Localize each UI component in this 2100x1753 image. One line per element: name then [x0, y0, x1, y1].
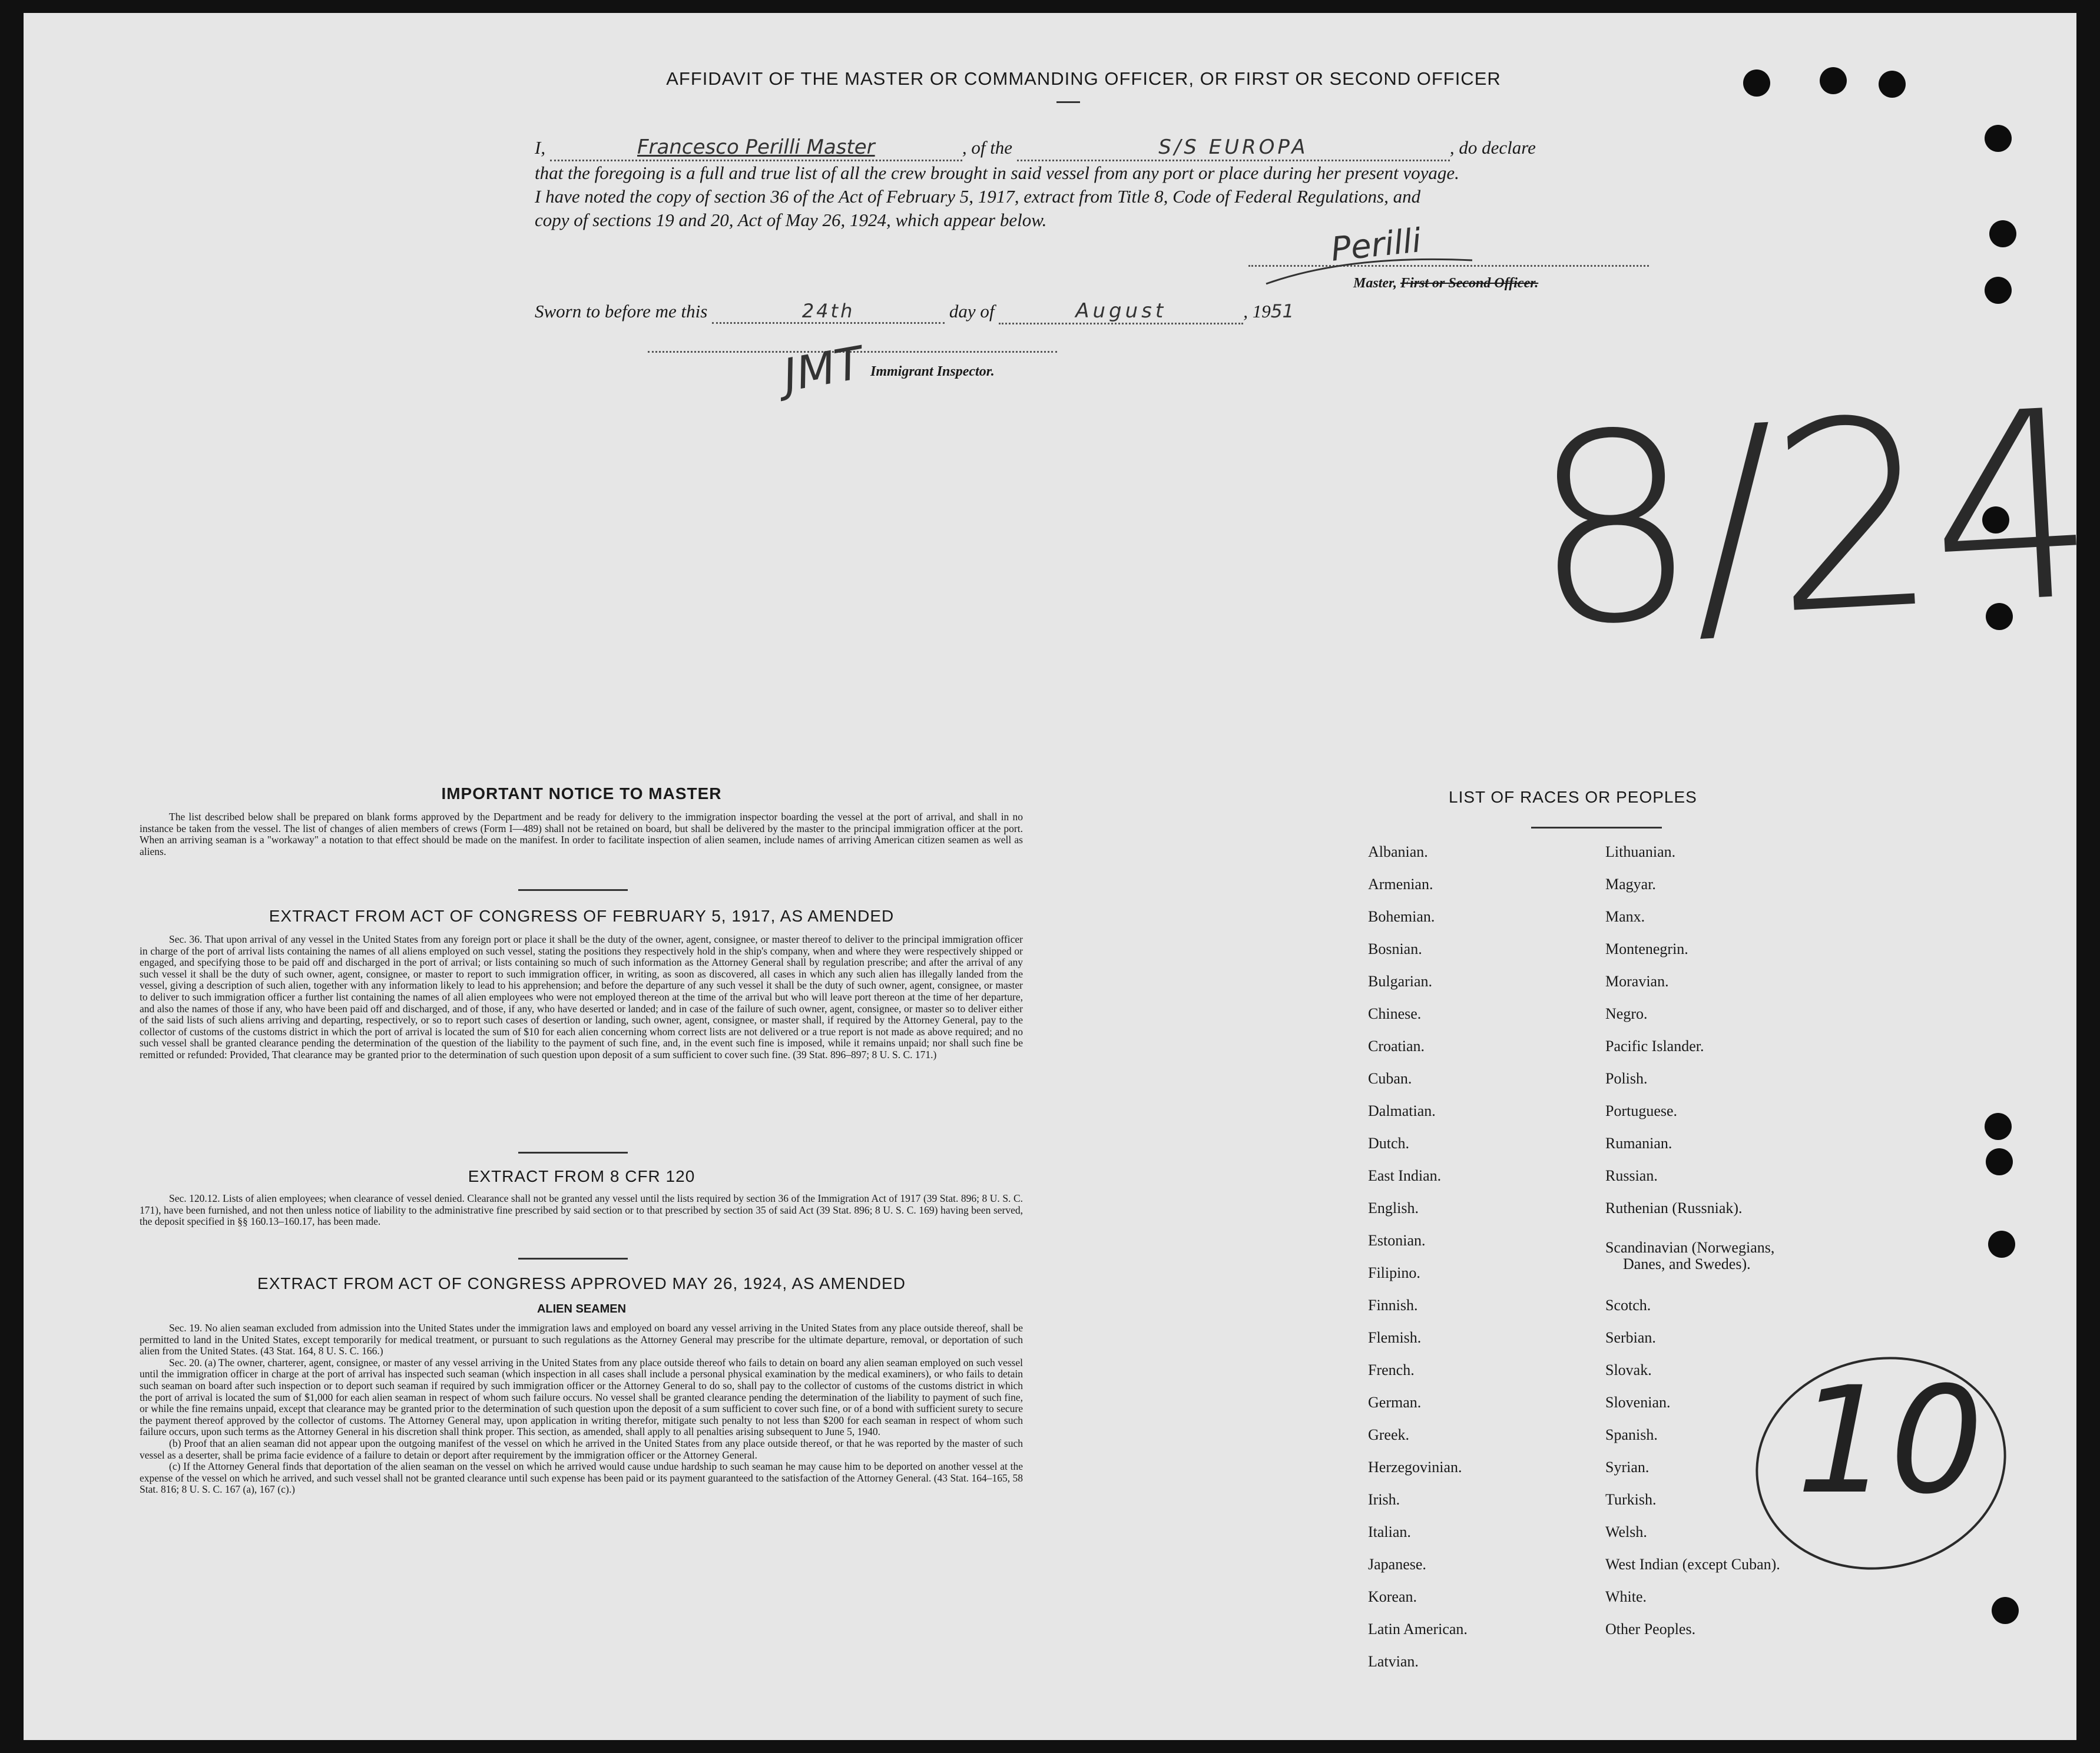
race-item-left: Cuban. — [1368, 1070, 1412, 1087]
sworn-day-field — [712, 300, 945, 324]
do-declare-label: , do declare — [1449, 137, 1536, 158]
race-item-right: Scotch. — [1605, 1297, 1651, 1314]
race-item-right: Manx. — [1605, 908, 1645, 925]
extract-1924-body — [140, 1323, 1023, 1496]
of-the-label: , of the — [962, 137, 1013, 158]
race-item-left: Finnish. — [1368, 1297, 1418, 1314]
race-item-right: Pacific Islander. — [1605, 1038, 1704, 1055]
race-item-right: West Indian (except Cuban). — [1605, 1556, 1780, 1573]
punch-hole — [1988, 1231, 2015, 1258]
extract-1917-title: EXTRACT FROM ACT OF CONGRESS OF FEBRUARY 5, 1917, AS AMENDED — [269, 907, 895, 925]
race-item-left: Croatian. — [1368, 1038, 1425, 1055]
race-item-right: Slovak. — [1605, 1361, 1652, 1378]
punch-hole — [1985, 125, 2012, 152]
race-item-left: Estonian. — [1368, 1232, 1426, 1249]
section-rule — [518, 1152, 628, 1154]
inspector-caption: Immigrant Inspector. — [870, 364, 995, 379]
race-item-right: Welsh. — [1605, 1523, 1647, 1540]
declaration-line-1 — [535, 135, 1654, 161]
punch-hole — [1986, 1148, 2013, 1175]
race-item-right: Portuguese. — [1605, 1102, 1678, 1119]
punch-hole — [1992, 1597, 2019, 1624]
race-item-left: French. — [1368, 1361, 1415, 1378]
race-item-left: Irish. — [1368, 1491, 1400, 1508]
day-of-label: day of — [949, 301, 995, 322]
race-item-right: Lithuanian. — [1605, 843, 1676, 860]
sec-20b-text: (b) Proof that an alien seaman did not appear upon the outgoing manifest of the vessel on which he arrived in the United States from any place outside thereof, or that he was reported by the master of such vessel as a deserter, shall be prima facie evidence of a failure to detain or deport after requirement by the immigration officer or the Attorney General. — [140, 1437, 1023, 1461]
handwritten-date-mark: 8/24 — [1523, 354, 2097, 685]
race-item-left: Latvian. — [1368, 1653, 1419, 1670]
sworn-label: Sworn to before me this — [535, 301, 708, 322]
master-signature: Perilli — [1329, 221, 1423, 269]
title-underline — [1056, 101, 1080, 103]
extract-1924-subtitle: ALIEN SEAMEN — [536, 1303, 627, 1315]
race-item-left: Filipino. — [1368, 1264, 1420, 1281]
extract-cfr-title: EXTRACT FROM 8 CFR 120 — [468, 1167, 695, 1185]
race-item-right: Turkish. — [1605, 1491, 1657, 1508]
punch-hole — [1985, 277, 2012, 304]
race-item-right: Syrian. — [1605, 1459, 1649, 1476]
sec-19-text: Sec. 19. No alien seaman excluded from admission into the United States under the immigration laws and employed on board any vessel arriving in the United States from any place outside thereof, shall be permitted to land in the United States, except temporarily for medical treatment, or pursuant to such regulations as the Attorney General may prescribe for the ultimate departure, removal, or deportation of such alien from the United States. (43 Stat. 164, 8 U. S. C. 166.) — [140, 1322, 1023, 1357]
race-item-right: Russian. — [1605, 1167, 1658, 1184]
declaration-line-2: that the foregoing is a full and true list of all the crew brought in said vessel from any port or place during her present voyage. — [535, 163, 1459, 183]
master-caption-text: Master, — [1353, 276, 1397, 291]
race-item-left: Latin American. — [1368, 1621, 1468, 1638]
master-caption — [1353, 276, 1538, 291]
sec-20c-text: (c) If the Attorney General finds that deportation of the alien seaman on the vessel on which he arrived would cause undue hardship to such seaman he may cause him to be deported on another vessel at the expense of the vessel on which he arrived, and such vessel shall not be granted clearance until such expense has been paid or its payment guaranteed to the satisfaction of the Attorney General. (43 Stat. 164–165, 58 Stat. 816; 8 U. S. C. 167 (a), 167 (c).) — [140, 1460, 1023, 1496]
inspector-signature: JMT — [779, 336, 867, 402]
race-item-right: Montenegrin. — [1605, 940, 1688, 957]
race-item-left: German. — [1368, 1394, 1422, 1411]
declaration-line-3: I have noted the copy of section 36 of the Act of February 5, 1917, extract from Title 8, Code of Federal Regulations, and — [535, 186, 1421, 207]
extract-1917-body: Sec. 36. That upon arrival of any vessel in the United States from any foreign port or place it shall be the duty of the owner, agent, consignee, or master thereof to deliver to the principal immigration officer in charge of the port of arrival lists containing the names of all aliens employed on such vessel, stating the positions they respectively hold in the ship's company, when and where they were respectively shipped or engaged, and specifying those to be paid off and discharged in the port of arrival; or lists containing so much of such information as the Attorney General shall by regulation prescribe; and after the arrival of any such vessel it shall be the duty of such owner, agent, consignee, or master to report to such immigration officer, in writing, as soon as discovered, all cases in which any such alien has illegally landed from the vessel, giving a description of such alien, together with any information likely to lead to his apprehension; and before the departure of any such vessel it shall be the duty of such owner, agent, consignee, or master to deliver to such immigration officer a further list containing the names of all alien employees who were not employed thereon at the time of the arrival but who will leave port thereon at the time of her departure, and also the names of those if any, who have been paid off and discharged, and of those, if any, who have deserted or landed; and in case of the failure of such owner, agent, consignee, or master so to deliver either of the said lists of such aliens arriving and departing, respectively, or so to report such cases of desertion or landing, such owner, agent, consignee, or master shall, if required by the Attorney General, pay to the collector of customs of the customs district in which the port of arrival is located the sum of $10 for each alien concerning whom correct lists are not delivered or a true report is not made as above required; and no such vessel shall be granted clearance pending the determination of the question of the liability to the payment of such fine, and, in the event such fine is imposed, while it remains unpaid; nor shall such fine be remitted or refunded: Provided, That clearance may be granted prior to the determination of such question upon deposit of a sum sufficient to cover such fine. (39 Stat. 896–897; 8 U. S. C. 171.) — [140, 933, 1023, 1061]
race-item-left: Bulgarian. — [1368, 973, 1433, 990]
race-item-right: Polish. — [1605, 1070, 1648, 1087]
year-handwritten: 51 — [1270, 301, 1294, 322]
sworn-month-field — [999, 299, 1243, 324]
notice-body: The list described below shall be prepared on blank forms approved by the Department and be ready for delivery to the immigration inspector boarding the vessel at the port of arrival, and shall in no instance be taken from the vessel. The list of changes of alien members of crews (Form I—489) shall not be retained on board, but shall be delivered by the master to the principal immigration officer at the port. When an arriving seaman is a "workaway" a notation to that effect should be made on the manifest. In order to facilitate inspection of alien seamen, include names of arriving American citizen seamen as well as aliens. — [140, 811, 1023, 857]
race-item-left: Japanese. — [1368, 1556, 1426, 1573]
race-item-right: Ruthenian (Russniak). — [1605, 1199, 1743, 1217]
race-item-left: Bohemian. — [1368, 908, 1435, 925]
race-item-right: Negro. — [1605, 1005, 1648, 1022]
race-item-left: Herzegovinian. — [1368, 1459, 1462, 1476]
vessel-handwritten: S/S EUROPA — [1158, 135, 1309, 159]
sworn-month-handwritten: August — [1075, 299, 1167, 323]
extract-1924-title: EXTRACT FROM ACT OF CONGRESS APPROVED MAY 26, 1924, AS AMENDED — [257, 1274, 906, 1293]
race-item-right: Scandinavian (Norwegians, — [1605, 1239, 1775, 1256]
master-caption-struck: First or Second Officer. — [1400, 276, 1539, 291]
affidavit-title: AFFIDAVIT OF THE MASTER OR COMMANDING OFFICER, OR FIRST OR SECOND OFFICER — [666, 68, 1501, 89]
race-item-right: Rumanian. — [1605, 1135, 1672, 1152]
notice-title: IMPORTANT NOTICE TO MASTER — [441, 784, 722, 803]
circled-number: 10 — [1796, 1355, 1984, 1526]
i-label: I, — [535, 137, 546, 158]
races-title: LIST OF RACES OR PEOPLES — [1449, 788, 1697, 806]
extract-cfr-body: Sec. 120.12. Lists of alien employees; when clearance of vessel denied. Clearance shall not be granted any vessel until the lists required by section 36 of the Immigration Act of 1917 (39 Stat. 896; 8 U. S. C. 171), have been furnished, and not then unless notice of liability to the administrative fine prescribed by said section or to that prescribed by section 35 of said Act (39 Stat. 896; 8 U. S. C. 169) having been served, the deposit specified in §§ 160.13–160.17, has been made. — [140, 1192, 1023, 1228]
sworn-line — [535, 299, 1294, 324]
punch-hole — [1985, 1113, 2012, 1140]
vessel-field — [1017, 135, 1450, 161]
race-item-right: Slovenian. — [1605, 1394, 1671, 1411]
document-page — [24, 13, 2097, 1740]
race-item-left: Armenian. — [1368, 876, 1433, 893]
master-name-handwritten: Francesco Perilli Master — [637, 135, 875, 159]
race-item-left: Dalmatian. — [1368, 1102, 1436, 1119]
punch-hole — [1989, 220, 2016, 247]
race-item-right: Other Peoples. — [1605, 1621, 1696, 1638]
section-rule — [518, 889, 628, 891]
section-rule — [518, 1258, 628, 1260]
race-item-left: Greek. — [1368, 1426, 1410, 1443]
race-item-right: Danes, and Swedes). — [1623, 1255, 1751, 1273]
master-name-field — [550, 135, 962, 161]
race-item-left: East Indian. — [1368, 1167, 1442, 1184]
race-item-left: Flemish. — [1368, 1329, 1422, 1346]
race-item-left: Bosnian. — [1368, 940, 1422, 957]
race-item-left: Chinese. — [1368, 1005, 1422, 1022]
race-item-right: Magyar. — [1605, 876, 1656, 893]
race-item-left: English. — [1368, 1199, 1419, 1217]
race-item-right: Moravian. — [1605, 973, 1669, 990]
race-item-left: Dutch. — [1368, 1135, 1410, 1152]
races-title-rule — [1531, 827, 1662, 829]
race-item-right: Spanish. — [1605, 1426, 1658, 1443]
sworn-day-handwritten: 24th — [801, 300, 855, 322]
declaration-line-4: copy of sections 19 and 20, Act of May 26, 1924, which appear below. — [535, 210, 1047, 230]
signature-flourish — [1260, 237, 1496, 301]
sec-20a-text: Sec. 20. (a) The owner, charterer, agent, consignee, or master of any vessel arriving in the United States from any place outside thereof who fails to detain on board any alien seaman employed on such vessel until the immigration officer in charge at the port of arrival has inspected such seaman (which inspection in all cases shall include a personal physical examination by the medical examiners), or who fails to detain such seaman on board after such inspection or to deport such seaman if required by such immigration officer or the Attorney General to do so, shall pay to the collector of customs of the customs district in which the port of arrival is located the sum of $1,000 for each alien seaman in respect of whom such failure occurs. No vessel shall be granted clearance pending the determination of the liability to payment of such fine, or while the fine remains unpaid, except that clearance may be granted prior to the determination of such question upon the deposit of a sum sufficient to cover such fine, or of a bond with sufficient surety to secure the payment thereof approved by the collector of customs. The Attorney General may, upon application in writing therefor, mitigate such penalty to not less than $200 for each seaman in respect of whom such failure occurs, upon such terms as the Attorney General in his discretion shall think proper. This section, as amended, shall apply to all penalties arising subsequent to June 5, 1940. — [140, 1356, 1023, 1438]
race-item-left: Albanian. — [1368, 843, 1428, 860]
race-item-left: Korean. — [1368, 1588, 1417, 1605]
race-item-right: Serbian. — [1605, 1329, 1656, 1346]
year-prefix: , 19 — [1243, 301, 1271, 322]
race-item-left: Italian. — [1368, 1523, 1411, 1540]
race-item-right: White. — [1605, 1588, 1647, 1605]
affidavit-declaration — [535, 135, 1654, 232]
